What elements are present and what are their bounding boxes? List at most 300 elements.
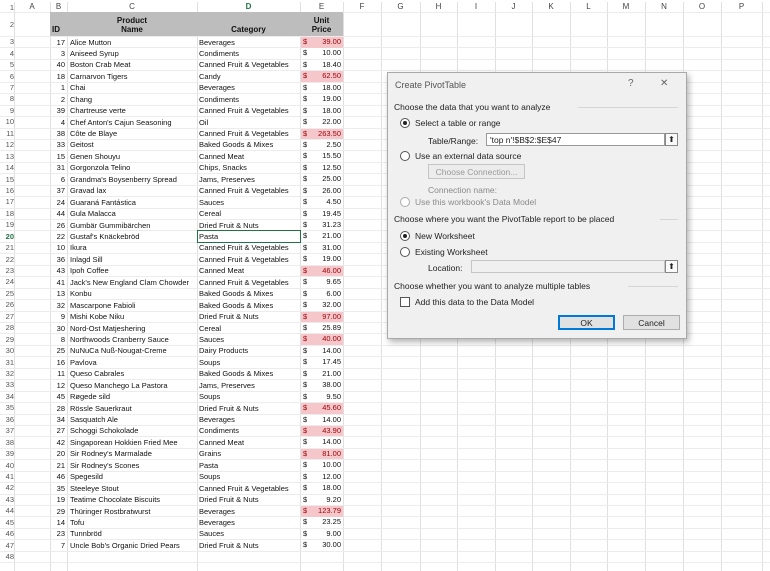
cell-unit-price[interactable] bbox=[301, 186, 343, 197]
gridline bbox=[0, 551, 770, 552]
cell-product-name[interactable]: Singaporean Hokkien Fried Mee bbox=[70, 437, 178, 447]
cell-category[interactable]: Beverages bbox=[199, 37, 235, 47]
cell-id[interactable]: 31 bbox=[56, 163, 65, 173]
price-value: 4.50 bbox=[326, 197, 341, 207]
cell-category[interactable]: Dried Fruit & Nuts bbox=[199, 312, 259, 322]
currency-symbol: $ bbox=[303, 517, 308, 527]
cell-category[interactable]: Canned Meat bbox=[199, 437, 245, 447]
cell-category[interactable]: Canned Fruit & Vegetables bbox=[199, 277, 289, 287]
cell-category[interactable]: Condiments bbox=[199, 94, 240, 104]
cell-category[interactable]: Dried Fruit & Nuts bbox=[199, 220, 259, 230]
column-header-k[interactable]: K bbox=[548, 2, 554, 11]
row-header[interactable]: 45 bbox=[5, 517, 14, 527]
cell-id[interactable]: 26 bbox=[56, 220, 65, 230]
cell-unit-price[interactable] bbox=[301, 60, 343, 71]
gridline bbox=[0, 562, 770, 563]
cell-id[interactable]: 14 bbox=[56, 517, 65, 527]
cell-category[interactable]: Soups bbox=[199, 392, 221, 402]
row-header[interactable]: 2 bbox=[9, 19, 14, 29]
cell-id[interactable]: 1 bbox=[60, 83, 65, 93]
currency-symbol: $ bbox=[303, 528, 308, 538]
cell-product-name[interactable]: Gorgonzola Telino bbox=[70, 163, 131, 173]
cell-unit-price[interactable] bbox=[301, 449, 343, 460]
row-header[interactable]: 47 bbox=[5, 540, 14, 550]
cell-product-name[interactable]: Tunnbröd bbox=[70, 529, 102, 539]
currency-symbol: $ bbox=[303, 185, 308, 195]
cell-category[interactable]: Canned Fruit & Vegetables bbox=[199, 243, 289, 253]
currency-symbol: $ bbox=[303, 414, 308, 424]
cell-unit-price[interactable] bbox=[301, 197, 343, 208]
cell-category[interactable]: Canned Fruit & Vegetables bbox=[199, 483, 289, 493]
cell-unit-price[interactable] bbox=[301, 243, 343, 254]
cell-product-name[interactable]: Chai bbox=[70, 83, 86, 93]
currency-symbol: $ bbox=[303, 94, 308, 104]
cell-category[interactable]: Cereal bbox=[199, 323, 222, 333]
cell-unit-price[interactable] bbox=[301, 71, 343, 82]
row-header[interactable]: 30 bbox=[5, 346, 14, 356]
cell-product-name[interactable]: Côte de Blaye bbox=[70, 129, 118, 139]
cell-id[interactable]: 2 bbox=[60, 94, 65, 104]
cell-id[interactable]: 41 bbox=[56, 277, 65, 287]
row-header[interactable]: 46 bbox=[5, 529, 14, 539]
cell-category[interactable]: Dairy Products bbox=[199, 346, 249, 356]
currency-symbol: $ bbox=[303, 506, 308, 516]
cell-unit-price[interactable] bbox=[301, 540, 343, 551]
external-source-radio[interactable] bbox=[400, 151, 410, 161]
cell-unit-price[interactable] bbox=[301, 254, 343, 265]
row-header[interactable]: 22 bbox=[5, 254, 14, 264]
select-table-radio[interactable] bbox=[400, 118, 410, 128]
cell-category[interactable]: Baked Goods & Mixes bbox=[199, 300, 274, 310]
price-value: 14.00 bbox=[322, 414, 341, 424]
data-model-radio[interactable] bbox=[400, 197, 410, 207]
cell-product-name[interactable]: Steeleye Stout bbox=[70, 483, 119, 493]
cell-unit-price[interactable] bbox=[301, 426, 343, 437]
cell-unit-price[interactable] bbox=[301, 209, 343, 220]
header-id-text: ID bbox=[52, 25, 60, 34]
cell-unit-price[interactable] bbox=[301, 415, 343, 426]
cell-id[interactable]: 15 bbox=[56, 151, 65, 161]
row-header[interactable]: 39 bbox=[5, 449, 14, 459]
cell-product-name[interactable]: Schoggi Schokolade bbox=[70, 426, 139, 436]
cell-id[interactable]: 12 bbox=[56, 380, 65, 390]
section-analyze-heading: Choose the data that you want to analyze bbox=[394, 102, 551, 112]
cell-unit-price[interactable] bbox=[301, 506, 343, 517]
row-header[interactable]: 11 bbox=[6, 128, 14, 138]
new-worksheet-radio[interactable] bbox=[400, 231, 410, 241]
ok-button[interactable]: OK bbox=[558, 315, 615, 330]
cell-unit-price[interactable] bbox=[301, 369, 343, 380]
cell-product-name[interactable]: NuNuCa Nuß-Nougat-Creme bbox=[70, 346, 167, 356]
column-header-j[interactable]: J bbox=[511, 2, 516, 11]
cell-id[interactable]: 34 bbox=[56, 415, 65, 425]
cell-id[interactable]: 39 bbox=[56, 106, 65, 116]
cell-id[interactable]: 9 bbox=[60, 312, 65, 322]
cell-unit-price[interactable] bbox=[301, 517, 343, 528]
cell-product-name[interactable]: Mishi Kobe Niku bbox=[70, 312, 125, 322]
row-header[interactable]: 27 bbox=[5, 311, 14, 321]
cell-category[interactable]: Canned Meat bbox=[199, 266, 245, 276]
column-header-f[interactable]: F bbox=[359, 2, 365, 11]
row-header[interactable]: 33 bbox=[5, 380, 14, 390]
cell-category[interactable]: Baked Goods & Mixes bbox=[199, 289, 274, 299]
cell-category[interactable]: Canned Fruit & Vegetables bbox=[199, 106, 289, 116]
cancel-button[interactable]: Cancel bbox=[623, 315, 680, 330]
cell-category[interactable]: Condiments bbox=[199, 48, 240, 58]
cell-unit-price[interactable] bbox=[301, 346, 343, 357]
cell-id[interactable]: 30 bbox=[56, 323, 65, 333]
cell-product-name[interactable]: Chang bbox=[70, 94, 93, 104]
row-header[interactable]: 21 bbox=[5, 243, 14, 253]
cell-id[interactable]: 8 bbox=[60, 334, 65, 344]
row-header[interactable]: 18 bbox=[5, 208, 14, 218]
location-input[interactable] bbox=[471, 260, 665, 273]
cell-id[interactable]: 18 bbox=[56, 71, 65, 81]
cell-unit-price[interactable] bbox=[301, 357, 343, 368]
column-header-b[interactable]: B bbox=[55, 2, 62, 11]
row-header[interactable]: 44 bbox=[5, 506, 14, 516]
cell-category[interactable]: Canned Fruit & Vegetables bbox=[199, 254, 289, 264]
cell-unit-price[interactable] bbox=[301, 472, 343, 483]
cell-unit-price[interactable] bbox=[301, 312, 343, 323]
cell-category[interactable]: Cereal bbox=[199, 209, 222, 219]
cell-id[interactable]: 32 bbox=[56, 300, 65, 310]
cell-id[interactable]: 10 bbox=[56, 243, 65, 253]
cell-id[interactable]: 28 bbox=[56, 403, 65, 413]
collapse-dialog-icon[interactable]: ⬆ bbox=[665, 133, 678, 146]
cell-id[interactable]: 13 bbox=[56, 289, 65, 299]
cell-unit-price[interactable] bbox=[301, 151, 343, 162]
cell-product-name[interactable]: Thüringer Rostbratwurst bbox=[70, 506, 151, 516]
cell-category[interactable]: Beverages bbox=[199, 506, 235, 516]
cell-category[interactable]: Canned Meat bbox=[199, 151, 245, 161]
row-header[interactable]: 6 bbox=[9, 71, 14, 81]
row-header[interactable]: 8 bbox=[9, 94, 14, 104]
cell-category[interactable]: Canned Fruit & Vegetables bbox=[199, 129, 289, 139]
cell-id[interactable]: 29 bbox=[56, 506, 65, 516]
cell-unit-price[interactable] bbox=[301, 403, 343, 414]
table-range-input[interactable]: 'top n'!$B$2:$E$47 bbox=[486, 133, 665, 146]
cell-unit-price[interactable] bbox=[301, 392, 343, 403]
row-header[interactable]: 23 bbox=[5, 266, 14, 276]
column-header-e[interactable]: E bbox=[318, 2, 325, 11]
cell-category[interactable]: Grains bbox=[199, 449, 222, 459]
row-header[interactable]: 40 bbox=[5, 460, 14, 470]
cell-id[interactable]: 42 bbox=[56, 437, 65, 447]
header-category-text: Category bbox=[231, 25, 266, 34]
help-icon[interactable]: ? bbox=[628, 78, 634, 89]
cell-product-name[interactable]: Alice Mutton bbox=[70, 37, 112, 47]
active-cell-indicator bbox=[197, 230, 301, 242]
cell-unit-price[interactable] bbox=[301, 266, 343, 277]
column-header-d[interactable]: D bbox=[245, 2, 252, 11]
cell-unit-price[interactable] bbox=[301, 529, 343, 540]
cell-product-name[interactable]: Northwoods Cranberry Sauce bbox=[70, 334, 169, 344]
cell-category[interactable]: Beverages bbox=[199, 83, 235, 93]
cell-product-name[interactable]: Gravad lax bbox=[70, 186, 107, 196]
row-header[interactable]: 12 bbox=[5, 140, 14, 150]
cell-category[interactable]: Candy bbox=[199, 71, 221, 81]
gridline bbox=[14, 2, 15, 571]
cell-product-name[interactable]: Røgede sild bbox=[70, 392, 111, 402]
row-header[interactable]: 4 bbox=[9, 48, 14, 58]
column-header-a[interactable]: A bbox=[29, 2, 35, 11]
row-header[interactable]: 26 bbox=[5, 300, 14, 310]
cell-category[interactable]: Soups bbox=[199, 472, 221, 482]
cell-product-name[interactable]: Konbu bbox=[70, 289, 92, 299]
cell-product-name[interactable]: Queso Manchego La Pastora bbox=[70, 380, 168, 390]
cell-product-name[interactable]: Jack's New England Clam Chowder bbox=[70, 277, 189, 287]
row-header[interactable]: 10 bbox=[5, 117, 14, 127]
cell-unit-price[interactable] bbox=[301, 83, 343, 94]
column-header-o[interactable]: O bbox=[698, 2, 706, 11]
cell-id[interactable]: 4 bbox=[60, 117, 65, 127]
cell-product-name[interactable]: Rössle Sauerkraut bbox=[70, 403, 132, 413]
cell-product-name[interactable]: Sasquatch Ale bbox=[70, 415, 118, 425]
row-header[interactable]: 20 bbox=[5, 231, 14, 241]
row-header[interactable]: 25 bbox=[5, 288, 14, 298]
cell-unit-price[interactable] bbox=[301, 289, 343, 300]
cell-id[interactable]: 6 bbox=[60, 174, 65, 184]
cell-unit-price[interactable] bbox=[301, 334, 343, 345]
cell-id[interactable]: 37 bbox=[56, 186, 65, 196]
cell-unit-price[interactable] bbox=[301, 323, 343, 334]
currency-symbol: $ bbox=[303, 254, 308, 264]
row-header[interactable]: 9 bbox=[9, 105, 14, 115]
cell-category[interactable]: Chips, Snacks bbox=[199, 163, 247, 173]
cell-category[interactable]: Beverages bbox=[199, 415, 235, 425]
cell-product-name[interactable]: Spegesild bbox=[70, 472, 103, 482]
cell-id[interactable]: 45 bbox=[56, 392, 65, 402]
row-header[interactable]: 41 bbox=[5, 471, 14, 481]
existing-worksheet-label: Existing Worksheet bbox=[415, 247, 488, 257]
row-header[interactable]: 35 bbox=[5, 403, 14, 413]
cell-unit-price[interactable] bbox=[301, 483, 343, 494]
cell-id[interactable]: 23 bbox=[56, 529, 65, 539]
cell-unit-price[interactable] bbox=[301, 277, 343, 288]
cell-product-name[interactable]: Inlagd Sill bbox=[70, 254, 103, 264]
cell-category[interactable]: Jams, Preserves bbox=[199, 380, 255, 390]
cell-unit-price[interactable] bbox=[301, 117, 343, 128]
currency-symbol: $ bbox=[303, 117, 308, 127]
cell-unit-price[interactable] bbox=[301, 495, 343, 506]
cell-unit-price[interactable] bbox=[301, 163, 343, 174]
cell-id[interactable]: 35 bbox=[56, 483, 65, 493]
cell-unit-price[interactable] bbox=[301, 300, 343, 311]
row-header[interactable]: 16 bbox=[5, 185, 14, 195]
row-header[interactable]: 31 bbox=[5, 357, 14, 367]
divider bbox=[578, 107, 678, 108]
cell-category[interactable]: Beverages bbox=[199, 517, 235, 527]
cell-id[interactable]: 22 bbox=[56, 231, 65, 241]
cell-category[interactable]: Sauces bbox=[199, 529, 225, 539]
price-value: 123.79 bbox=[318, 506, 341, 516]
cell-product-name[interactable]: Guaraná Fantástica bbox=[70, 197, 136, 207]
column-header-p[interactable]: P bbox=[738, 2, 745, 11]
price-value: 10.00 bbox=[322, 48, 341, 58]
cell-product-name[interactable]: Queso Cabrales bbox=[70, 369, 125, 379]
cell-id[interactable]: 40 bbox=[56, 60, 65, 70]
cell-category[interactable]: Jams, Preserves bbox=[199, 174, 255, 184]
row-header[interactable]: 14 bbox=[5, 163, 14, 173]
column-header-m[interactable]: M bbox=[622, 2, 630, 11]
cell-id[interactable]: 44 bbox=[56, 209, 65, 219]
cell-product-name[interactable]: Mascarpone Fabioli bbox=[70, 300, 136, 310]
cell-id[interactable]: 20 bbox=[56, 449, 65, 459]
column-header-c[interactable]: C bbox=[129, 2, 135, 11]
cell-id[interactable]: 43 bbox=[56, 266, 65, 276]
row-header[interactable]: 28 bbox=[5, 323, 14, 333]
cell-unit-price[interactable] bbox=[301, 48, 343, 59]
row-header[interactable]: 34 bbox=[5, 391, 14, 401]
cell-product-name[interactable]: Teatime Chocolate Biscuits bbox=[70, 495, 161, 505]
cell-category[interactable]: Canned Fruit & Vegetables bbox=[199, 186, 289, 196]
gridline bbox=[381, 2, 382, 571]
cell-category[interactable]: Baked Goods & Mixes bbox=[199, 140, 274, 150]
cell-unit-price[interactable] bbox=[301, 106, 343, 117]
cell-id[interactable]: 46 bbox=[56, 472, 65, 482]
add-data-model-checkbox[interactable] bbox=[400, 297, 410, 307]
currency-symbol: $ bbox=[303, 37, 308, 46]
cell-category[interactable]: Sauces bbox=[199, 334, 225, 344]
cell-unit-price[interactable] bbox=[301, 37, 343, 48]
data-model-label: Use this workbook's Data Model bbox=[415, 197, 537, 207]
cell-product-name[interactable]: Chef Anton's Cajun Seasoning bbox=[70, 117, 172, 127]
column-header-g[interactable]: G bbox=[397, 2, 404, 11]
cell-product-name[interactable]: Uncle Bob's Organic Dried Pears bbox=[70, 540, 180, 550]
cell-category[interactable]: Pasta bbox=[199, 460, 219, 470]
cell-unit-price[interactable] bbox=[301, 437, 343, 448]
cell-product-name[interactable]: Chartreuse verte bbox=[70, 106, 126, 116]
cell-product-name[interactable]: Sir Rodney's Marmalade bbox=[70, 449, 152, 459]
row-header[interactable]: 1 bbox=[9, 2, 14, 12]
row-header[interactable]: 36 bbox=[5, 414, 14, 424]
cell-category[interactable]: Soups bbox=[199, 357, 221, 367]
column-header-i[interactable]: I bbox=[474, 2, 478, 11]
cell-product-name[interactable]: Genen Shouyu bbox=[70, 151, 121, 161]
cell-category[interactable]: Sauces bbox=[199, 197, 225, 207]
cell-product-name[interactable]: Grandma's Boysenberry Spread bbox=[70, 174, 177, 184]
cell-product-name[interactable]: Gumbär Gummibärchen bbox=[70, 220, 151, 230]
gridline bbox=[67, 2, 68, 571]
row-header[interactable]: 37 bbox=[5, 426, 14, 436]
cell-category[interactable]: Dried Fruit & Nuts bbox=[199, 495, 259, 505]
cell-product-name[interactable]: Geitost bbox=[70, 140, 94, 150]
cell-id[interactable]: 3 bbox=[60, 48, 65, 58]
cell-unit-price[interactable] bbox=[301, 174, 343, 185]
cell-product-name[interactable]: Sir Rodney's Scones bbox=[70, 460, 140, 470]
price-value: 14.00 bbox=[322, 345, 341, 355]
row-header[interactable]: 42 bbox=[5, 483, 14, 493]
cell-unit-price[interactable] bbox=[301, 460, 343, 471]
cell-id[interactable]: 16 bbox=[56, 357, 65, 367]
cell-id[interactable]: 7 bbox=[60, 540, 65, 550]
row-header[interactable]: 19 bbox=[5, 220, 14, 230]
price-value: 18.00 bbox=[322, 82, 341, 92]
cell-id[interactable]: 38 bbox=[56, 129, 65, 139]
cell-id[interactable]: 27 bbox=[56, 426, 65, 436]
existing-worksheet-radio[interactable] bbox=[400, 247, 410, 257]
cell-category[interactable]: Baked Goods & Mixes bbox=[199, 369, 274, 379]
row-header[interactable]: 24 bbox=[5, 277, 14, 287]
cell-unit-price[interactable] bbox=[301, 129, 343, 140]
cell-category[interactable]: Dried Fruit & Nuts bbox=[199, 403, 259, 413]
row-header[interactable]: 5 bbox=[9, 60, 14, 70]
select-table-label: Select a table or range bbox=[415, 118, 501, 128]
cell-category[interactable]: Pasta bbox=[199, 231, 219, 241]
price-value: 30.00 bbox=[322, 540, 341, 550]
currency-symbol: $ bbox=[303, 59, 308, 69]
collapse-dialog-icon[interactable]: ⬆ bbox=[665, 260, 678, 273]
cell-product-name[interactable]: Carnarvon Tigers bbox=[70, 71, 128, 81]
cell-product-name[interactable]: Ipoh Coffee bbox=[70, 266, 109, 276]
row-header[interactable]: 3 bbox=[9, 37, 14, 47]
price-value: 2.50 bbox=[326, 139, 341, 149]
cell-category[interactable]: Dried Fruit & Nuts bbox=[199, 540, 259, 550]
cell-id[interactable]: 21 bbox=[56, 460, 65, 470]
row-header[interactable]: 43 bbox=[5, 494, 14, 504]
row-header[interactable]: 48 bbox=[5, 552, 14, 562]
cell-category[interactable]: Canned Fruit & Vegetables bbox=[199, 60, 289, 70]
location-label: Location: bbox=[428, 263, 463, 273]
cell-id[interactable]: 11 bbox=[57, 369, 65, 379]
cell-id[interactable]: 19 bbox=[56, 495, 65, 505]
cell-unit-price[interactable] bbox=[301, 94, 343, 105]
cell-id[interactable]: 17 bbox=[56, 37, 65, 47]
column-header-l[interactable]: L bbox=[586, 2, 591, 11]
cell-product-name[interactable]: Ikura bbox=[70, 243, 87, 253]
cell-unit-price[interactable] bbox=[301, 231, 343, 242]
cell-unit-price[interactable] bbox=[301, 220, 343, 231]
currency-symbol: $ bbox=[303, 265, 308, 275]
cell-product-name[interactable]: Pavlova bbox=[70, 357, 97, 367]
cell-id[interactable]: 36 bbox=[56, 254, 65, 264]
row-header[interactable]: 15 bbox=[5, 174, 14, 184]
cell-product-name[interactable]: Nord-Ost Matjeshering bbox=[70, 323, 146, 333]
row-header[interactable]: 29 bbox=[5, 334, 14, 344]
cell-product-name[interactable]: Tofu bbox=[70, 517, 85, 527]
add-data-model-label: Add this data to the Data Model bbox=[415, 297, 535, 307]
cell-unit-price[interactable] bbox=[301, 140, 343, 151]
cell-id[interactable]: 33 bbox=[56, 140, 65, 150]
cell-product-name[interactable]: Aniseed Syrup bbox=[70, 48, 119, 58]
price-value: 19.45 bbox=[322, 208, 341, 218]
cell-category[interactable]: Condiments bbox=[199, 426, 240, 436]
price-value: 21.00 bbox=[322, 368, 341, 378]
cell-unit-price[interactable] bbox=[301, 380, 343, 391]
cell-category[interactable]: Oil bbox=[199, 117, 209, 127]
cell-id[interactable]: 24 bbox=[56, 197, 65, 207]
column-header-n[interactable]: N bbox=[661, 2, 667, 11]
row-header[interactable]: 7 bbox=[9, 82, 14, 92]
price-value: 12.00 bbox=[322, 471, 341, 481]
currency-symbol: $ bbox=[303, 139, 308, 149]
cell-product-name[interactable]: Gula Malacca bbox=[70, 209, 116, 219]
cell-product-name[interactable]: Gustaf's Knäckebröd bbox=[70, 231, 140, 241]
row-header[interactable]: 17 bbox=[5, 197, 14, 207]
header-unit-price bbox=[300, 12, 343, 36]
cell-product-name[interactable]: Boston Crab Meat bbox=[70, 60, 131, 70]
row-header[interactable]: 38 bbox=[5, 437, 14, 447]
choose-connection-button[interactable]: Choose Connection... bbox=[428, 164, 525, 179]
close-icon[interactable]: ✕ bbox=[660, 78, 669, 89]
row-header[interactable]: 32 bbox=[5, 368, 14, 378]
column-header-h[interactable]: H bbox=[435, 2, 442, 11]
price-value: 9.00 bbox=[326, 528, 341, 538]
cell-id[interactable]: 25 bbox=[56, 346, 65, 356]
price-value: 39.00 bbox=[322, 37, 341, 46]
row-header[interactable]: 13 bbox=[5, 151, 14, 161]
